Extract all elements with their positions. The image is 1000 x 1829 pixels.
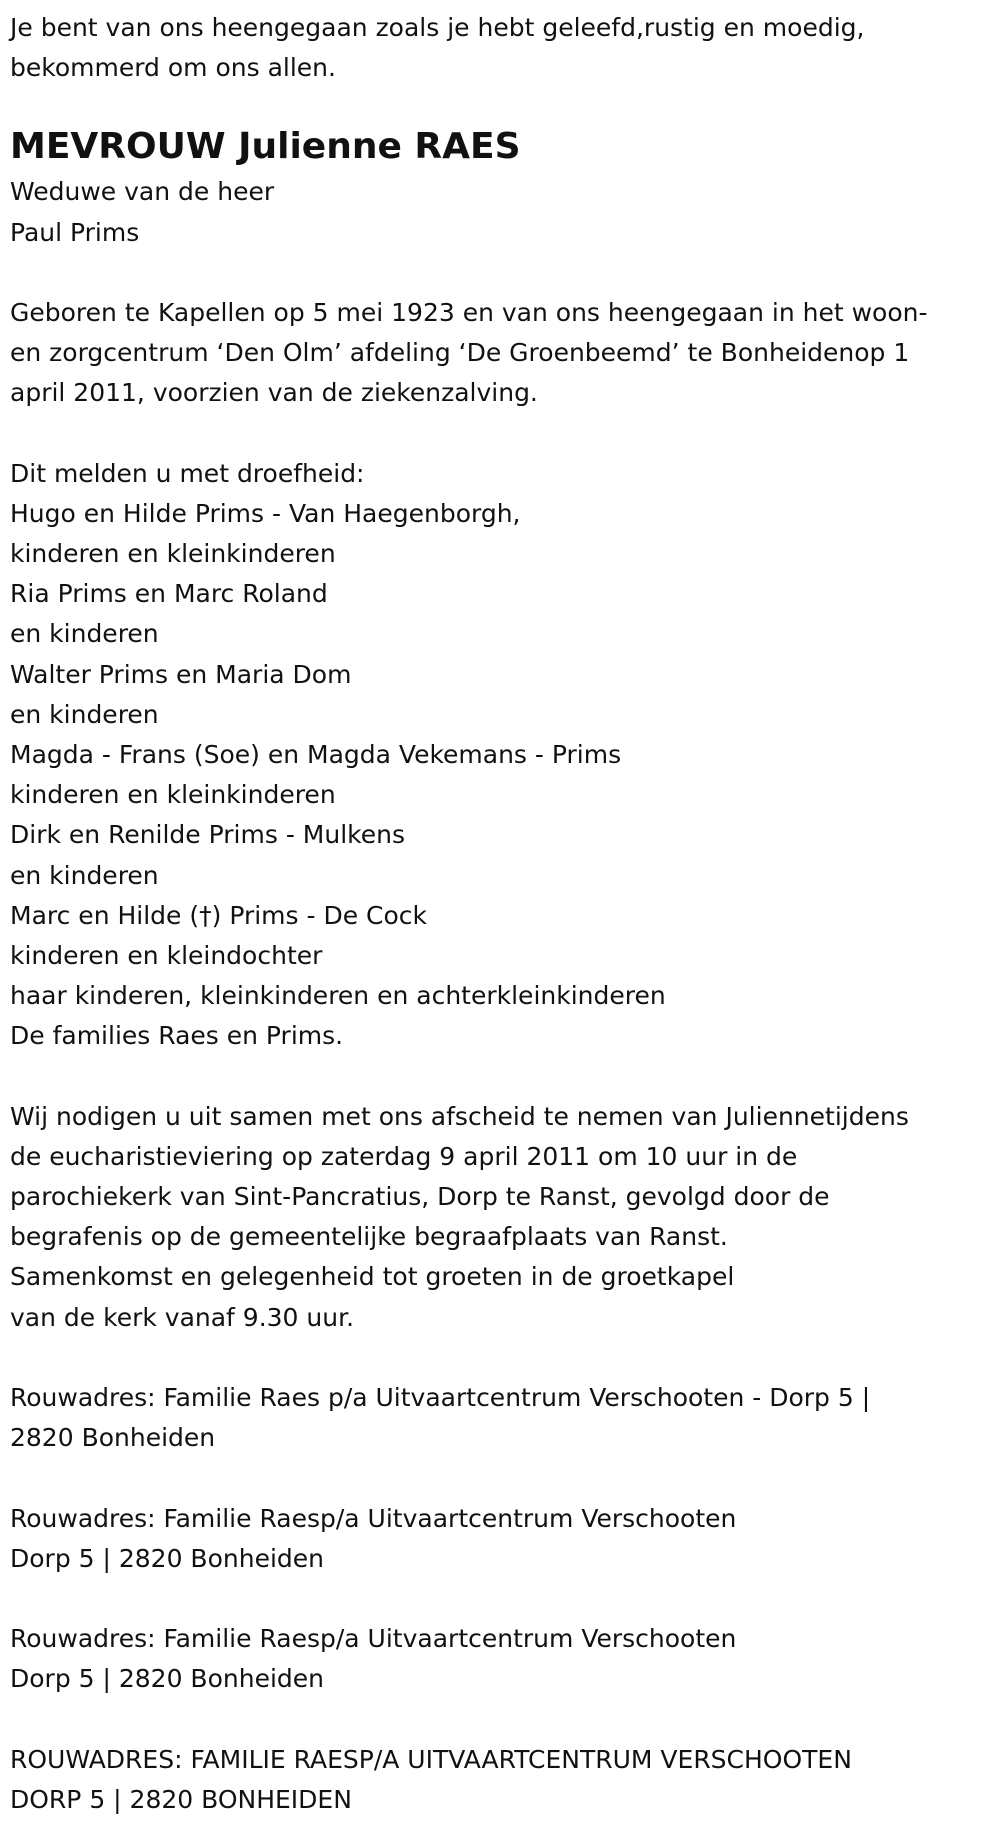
address-line: Dorp 5 | 2820 Bonheiden	[10, 1543, 324, 1573]
invitation-line: begrafenis op de gemeentelijke begraafplaats van Ranst.	[10, 1222, 728, 1252]
intro-line: Je bent van ons heengegaan zoals je hebt geleefd,rustig en moedig,	[10, 13, 865, 42]
invitation-line: Samenkomst en gelegenheid tot groeten in de groetkapel	[10, 1262, 735, 1292]
family-line: Ria Prims en Marc Roland	[10, 579, 328, 609]
address-line: Rouwadres: Familie Raesp/a Uitvaartcentrum Verschooten	[10, 1503, 737, 1533]
address-line: Rouwadres: Familie Raes p/a Uitvaartcentrum Verschooten - Dorp 5 |	[10, 1383, 871, 1412]
family-line: haar kinderen, kleinkinderen en achterkleinkinderen	[10, 981, 666, 1011]
spacer	[10, 1057, 995, 1097]
spouse-text	[10, 172, 995, 252]
invitation-line: de eucharistieviering op zaterdag 9 april 2011 om 10 uur in de	[10, 1141, 798, 1171]
address-block-2	[10, 1499, 995, 1579]
address-block-1	[10, 1378, 995, 1458]
family-line: en kinderen	[10, 860, 159, 890]
family-line: Hugo en Hilde Prims - Van Haegenborgh,	[10, 498, 521, 528]
family-line: en kinderen	[10, 699, 159, 729]
address-block-3	[10, 1619, 995, 1699]
spacer	[10, 253, 995, 293]
obituary-document	[10, 8, 995, 1820]
family-line: en kinderen	[10, 619, 159, 649]
family-line: Walter Prims en Maria Dom	[10, 659, 352, 689]
address-block-4	[10, 1740, 995, 1820]
address-line: DORP 5 | 2820 BONHEIDEN	[10, 1784, 352, 1814]
family-line: Marc en Hilde (†) Prims - De Cock	[10, 900, 428, 930]
spacer	[10, 1700, 995, 1740]
spacer	[10, 88, 995, 122]
intro-text	[10, 8, 995, 88]
spacer	[10, 1579, 995, 1619]
invitation-line: Wij nodigen u uit samen met ons afscheid te nemen van Juliennetijdens	[10, 1101, 909, 1131]
family-line: kinderen en kleindochter	[10, 940, 323, 970]
address-line: 2820 Bonheiden	[10, 1423, 216, 1453]
spacer	[10, 1338, 995, 1378]
address-line: Rouwadres: Familie Raesp/a Uitvaartcentrum Verschooten	[10, 1624, 737, 1654]
family-list	[10, 454, 995, 1057]
birth-text	[10, 293, 995, 414]
birth-line: april 2011, voorzien van de ziekenzalving.	[10, 378, 538, 408]
spacer	[10, 414, 995, 454]
family-line: De families Raes en Prims.	[10, 1021, 344, 1051]
address-line: Dorp 5 | 2820 Bonheiden	[10, 1664, 324, 1694]
family-line: kinderen en kleinkinderen	[10, 539, 336, 569]
spouse-line: Weduwe van de heer	[10, 177, 275, 207]
address-line: ROUWADRES: FAMILIE RAESP/A UITVAARTCENTRUM VERSCHOOTEN	[10, 1744, 852, 1774]
family-line: Magda - Frans (Soe) en Magda Vekemans - Prims	[10, 740, 622, 769]
invitation-text	[10, 1097, 995, 1338]
invitation-line: van de kerk vanaf 9.30 uur.	[10, 1302, 355, 1332]
birth-line: en zorgcentrum ‘Den Olm’ afdeling ‘De Groenbeemd’ te Bonheidenop 1	[10, 338, 910, 368]
intro-line: bekommerd om ons allen.	[10, 53, 336, 83]
family-line: Dirk en Renilde Prims - Mulkens	[10, 820, 405, 850]
spouse-line: Paul Prims	[10, 217, 140, 247]
family-line: Dit melden u met droefheid:	[10, 458, 365, 488]
deceased-name: MEVROUW Julienne RAES	[10, 126, 521, 168]
invitation-line: parochiekerk van Sint-Pancratius, Dorp te Ranst, gevolgd door de	[10, 1182, 830, 1212]
birth-line: Geboren te Kapellen op 5 mei 1923 en van ons heengegaan in het woon-	[10, 297, 928, 327]
spacer	[10, 1458, 995, 1498]
family-line: kinderen en kleinkinderen	[10, 780, 336, 810]
